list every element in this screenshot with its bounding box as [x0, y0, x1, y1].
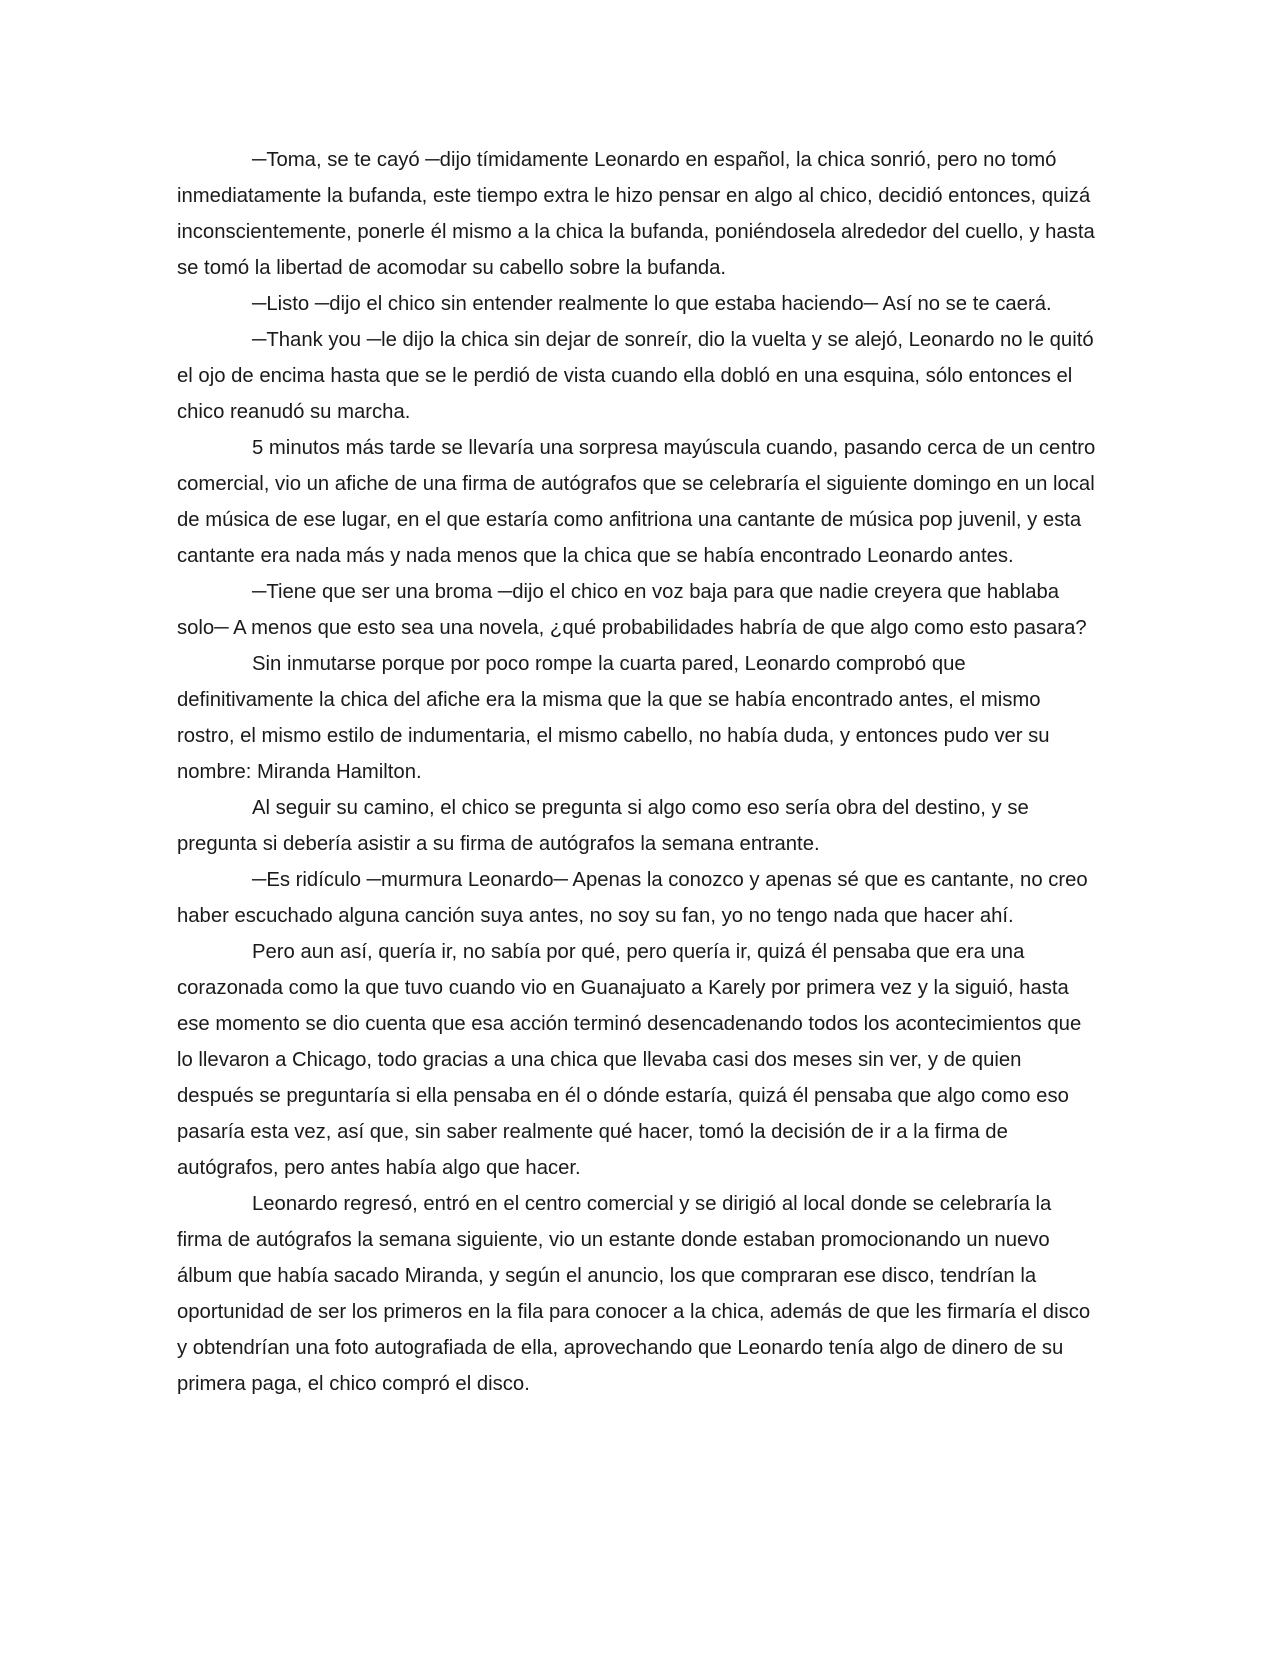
paragraph-6: Sin inmutarse porque por poco rompe la cuarta pared, Leonardo comprobó que definitivamente la chica del afiche era la misma que la que se había encontrado antes, el mismo rostro, el mismo estilo de indumentaria, el mismo cabello, no había duda, y entonces pudo ver su nombre: Miranda Hamilton. [177, 653, 1050, 783]
document-body [177, 142, 1097, 1402]
paragraph-3: ─Thank you ─le dijo la chica sin dejar de sonreír, dio la vuelta y se alejó, Leonardo no le quitó el ojo de encima hasta que se le perdió de vista cuando ella dobló en una esquina, sólo entonces el chico reanudó su marcha. [177, 329, 1094, 423]
paragraph-2: ─Listo ─dijo el chico sin entender realmente lo que estaba haciendo─ Así no se te caerá. [252, 293, 1052, 315]
paragraph-5: ─Tiene que ser una broma ─dijo el chico en voz baja para que nadie creyera que hablaba solo─ A menos que esto sea una novela, ¿qué probabilidades habría de que algo como esto pasara? [177, 581, 1087, 639]
paragraph-10: Leonardo regresó, entró en el centro comercial y se dirigió al local donde se celebraría la firma de autógrafos la semana siguiente, vio un estante donde estaban promocionando un nuevo álbum que había sacado Miranda, y según el anuncio, los que compraran ese disco, tendrían la oportunidad de ser los primeros en la fila para conocer a la chica, además de que les firmaría el disco y obtendrían una foto autografiada de ella, aprovechando que Leonardo tenía algo de dinero de su primera paga, el chico compró el disco. [177, 1193, 1091, 1395]
paragraph-7: Al seguir su camino, el chico se pregunta si algo como eso sería obra del destino, y se pregunta si debería asistir a su firma de autógrafos la semana entrante. [177, 797, 1029, 855]
paragraph-8: ─Es ridículo ─murmura Leonardo─ Apenas la conozco y apenas sé que es cantante, no creo haber escuchado alguna canción suya antes, no soy su fan, yo no tengo nada que hacer ahí. [177, 869, 1088, 927]
paragraph-4: 5 minutos más tarde se llevaría una sorpresa mayúscula cuando, pasando cerca de un centro comercial, vio un afiche de una firma de autógrafos que se celebraría el siguiente domingo en un local de música de ese lugar, en el que estaría como anfitriona una cantante de música pop juvenil, y esta cantante era nada más y nada menos que la chica que se había encontrado Leonardo antes. [177, 437, 1096, 567]
paragraph-1: ─Toma, se te cayó ─dijo tímidamente Leonardo en español, la chica sonrió, pero no tomó inmediatamente la bufanda, este tiempo extra le hizo pensar en algo al chico, decidió entonces, quizá inconscientemente, ponerle él mismo a la chica la bufanda, poniéndosela alrededor del cuello, y hasta se tomó la libertad de acomodar su cabello sobre la bufanda. [177, 149, 1095, 279]
paragraph-9: Pero aun así, quería ir, no sabía por qué, pero quería ir, quizá él pensaba que era una corazonada como la que tuvo cuando vio en Guanajuato a Karely por primera vez y la siguió, hasta ese momento se dio cuenta que esa acción terminó desencadenando todos los acontecimientos que lo llevaron a Chicago, todo gracias a una chica que llevaba casi dos meses sin ver, y de quien después se preguntaría si ella pensaba en él o dónde estaría, quizá él pensaba que algo como eso pasaría esta vez, así que, sin saber realmente qué hacer, tomó la decisión de ir a la firma de autógrafos, pero antes había algo que hacer. [177, 941, 1082, 1179]
